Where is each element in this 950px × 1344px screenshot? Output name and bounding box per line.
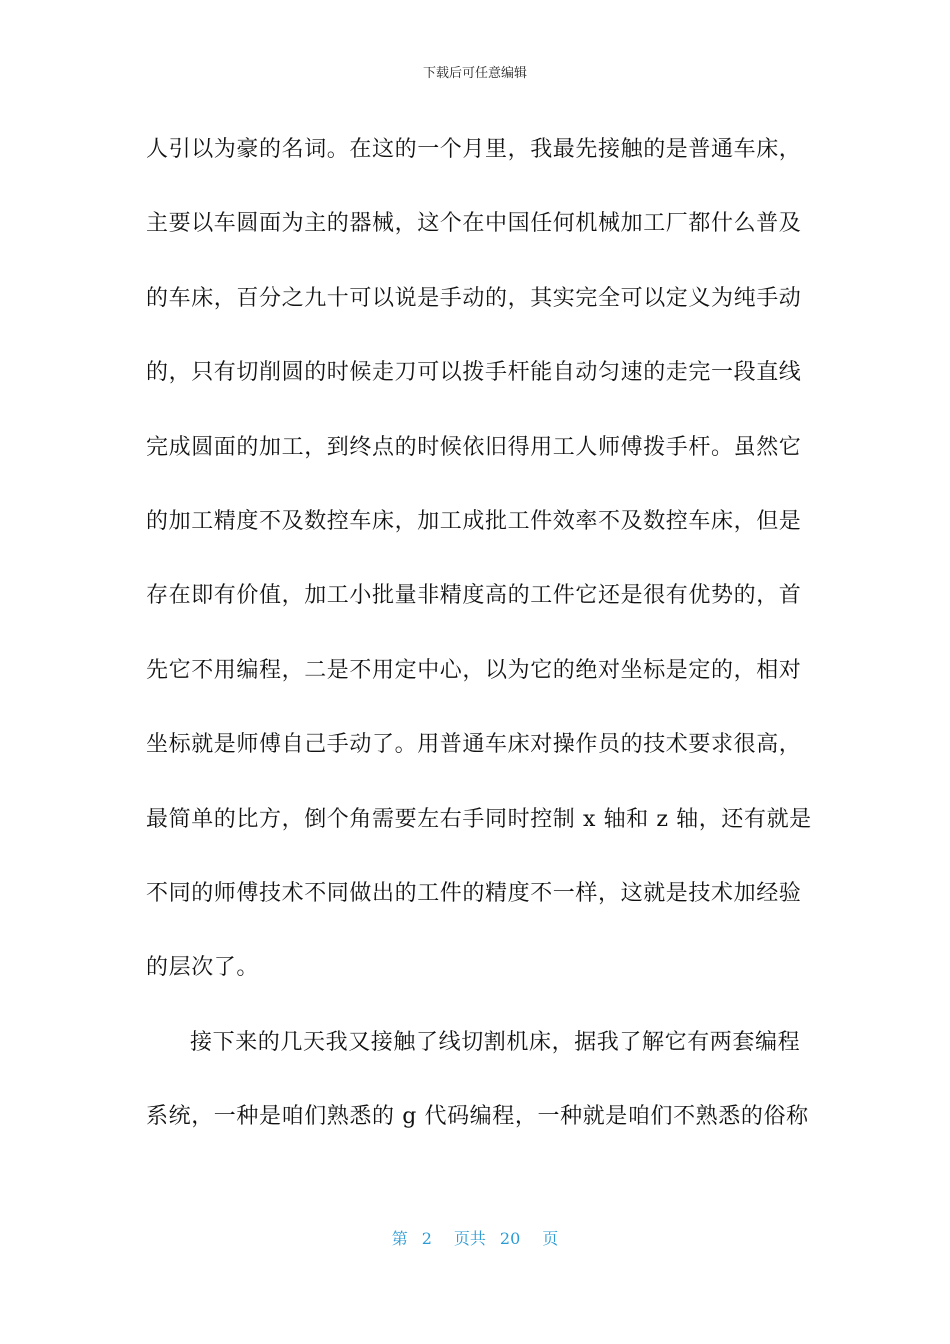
text-line: 的，只有切削圆的时候走刀可以拨手杆能自动匀速的走完一段直线: [146, 360, 802, 386]
page-suffix: 页: [542, 1229, 559, 1248]
page-number: 2: [421, 1229, 432, 1248]
text-line: 先它不用编程，二是不用定中心，以为它的绝对坐标是定的，相对: [146, 657, 802, 683]
text-line: 的车床，百分之九十可以说是手动的，其实完全可以定义为纯手动: [146, 285, 802, 311]
text-line: 坐标就是师傅自己手动了。用普通车床对操作员的技术要求很高，: [146, 732, 802, 758]
paragraph-1: [146, 126, 812, 1019]
page-prefix: 第: [391, 1229, 408, 1248]
paragraph-2: [146, 1019, 809, 1168]
text-line: 系统，一种是咱们熟悉的 g 代码编程，一种就是咱们不熟悉的俗称: [146, 1104, 809, 1130]
page-header: 下载后可任意编辑: [422, 66, 527, 81]
text-line: 的层次了。: [146, 955, 260, 981]
page-footer: [0, 1228, 950, 1250]
text-line: 接下来的几天我又接触了线切割机床，据我了解它有两套编程: [190, 1029, 801, 1055]
text-line: 主要以车圆面为主的器械，这个在中国任何机械加工厂都什么普及: [146, 211, 802, 237]
page-middle: 页共: [453, 1229, 486, 1248]
document-body: [146, 126, 812, 1167]
text-line: 的加工精度不及数控车床，加工成批工件效率不及数控车床，但是: [146, 508, 802, 534]
text-line: 最简单的比方，倒个角需要左右手同时控制 x 轴和 z 轴，还有就是: [146, 806, 812, 832]
text-line: 完成圆面的加工，到终点的时候依旧得用工人师傅拨手杆。虽然它: [146, 434, 802, 460]
page-total: 20: [499, 1229, 521, 1248]
text-line: 存在即有价值，加工小批量非精度高的工件它还是很有优势的，首: [146, 583, 802, 609]
text-line: 人引以为豪的名词。在这的一个月里，我最先接触的是普通车床，: [146, 137, 802, 162]
text-line: 不同的师傅技术不同做出的工件的精度不一样，这就是技术加经验: [146, 880, 802, 906]
